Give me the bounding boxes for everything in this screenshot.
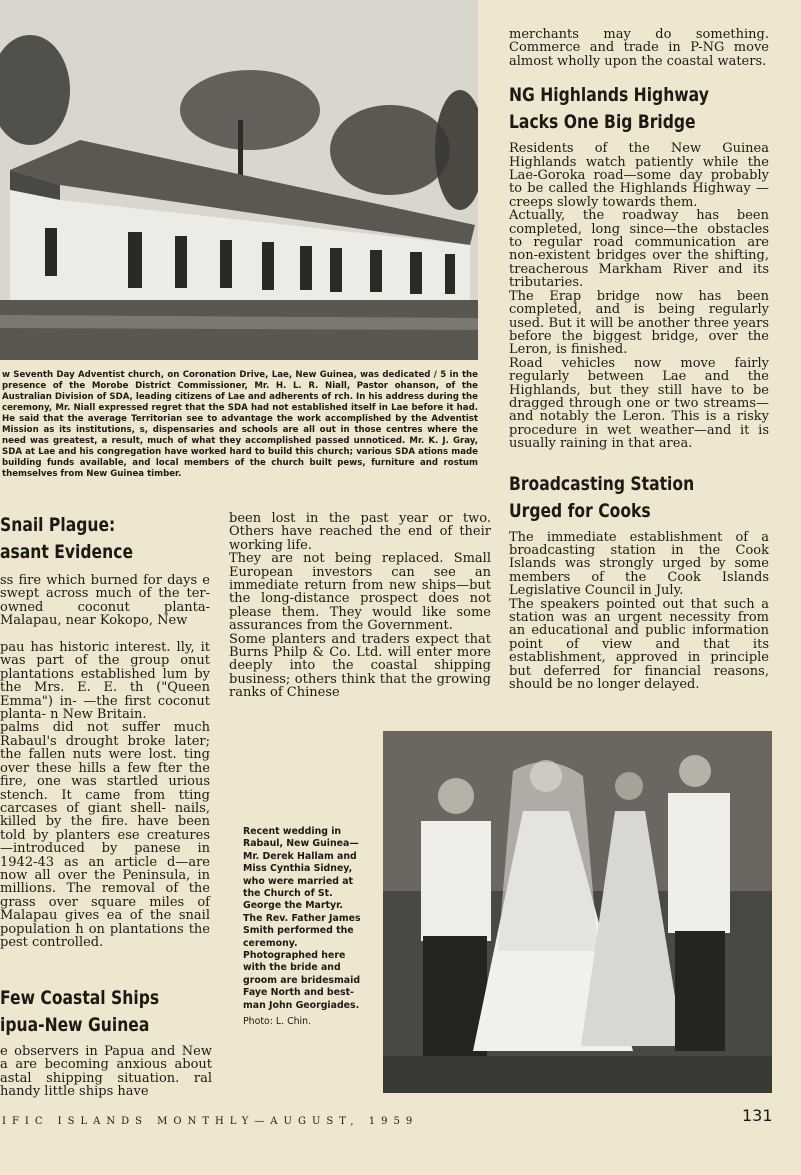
coastal-ships-headline-line-2: ipua-New Guinea [0, 1014, 150, 1036]
broadcasting-headline-line-2: Urged for Cooks [509, 499, 651, 522]
right-column-continuation: merchants may do something. Commerce and trade in P-NG move almost wholly upon the coastal waters. [509, 27, 769, 69]
coastal-ships-article [0, 985, 212, 1099]
wedding-photo [383, 731, 772, 1093]
snail-headline-line-1: Snail Plague: [0, 514, 116, 536]
church-illustration [0, 0, 478, 360]
highway-article [509, 82, 769, 450]
highway-body: Residents of the New Guinea Highlands watch patiently while the Lae-Goroka road—some day probably to be called the Highlands Highway — creeps slowly towards them. Actually, the roadway has been completed, long since—the obstacles to regular road communication are non-existent bridges over the shifting, treacherous Markham River and its tributaries. The Erap bridge now has been completed, and is being regularly used. But it will be another three years before the biggest bridge, over the Leron, is finished. Road vehicles now move fairly regularly between Lae and the Highlands, but they still have to be dragged through one or two streams—and notably the Leron. This is a risky procedure in wet weather—and it is usually raining in that area. [509, 141, 769, 452]
church-caption: w Seventh Day Adventist church, on Coronation Drive, Lae, New Guinea, was dedicated / 5 in the presence of the Morobe District Commissioner, Mr. H. L. R. Niall, Pastor ohanson, of the Australian Division of SDA, leading citizens of Lae and adherents of rch. In his address during the ceremony, Mr. Niall expressed regret that the SDA had not established itself in Lae before it had. He said that the average Territorian see to advantage the work accomplished by the Adventist Mission as its institutions, s, dispensaries and schools are all out in those centres where the need was greatest, a result, much of what they accomplished passed unnoticed. Mr. K. J. Gray, SDA at Lae and his congregation have worked hard to build this church; various SDA ations made building funds available, and local members of the church built pews, furniture and rostum themselves from New Guinea timber. [2, 370, 478, 479]
wedding-caption: Recent wedding in Rabaul, New Guinea—Mr. Derek Hallam and Miss Cynthia Sidney, who were married at the Church of St. George the Martyr. The Rev. Father James Smith performed the ceremony. Photographed here with the bride and groom are bridesmaid Faye North and best-man John Georgiades. [243, 826, 361, 1011]
highway-headline-line-1: NG Highlands Highway [509, 84, 709, 107]
middle-column-body: been lost in the past year or two. Others have reached the end of their working life. They are not being replaced. Small European investors can see an immediate return from new ships—but the long-distance prospect does not please them. They would like some assurances from the Government. Some planters and traders expect that Burns Philp & Co. Ltd. will enter more deeply into the coastal shipping business; others think that the growing ranks of Chinese [229, 511, 491, 701]
broadcasting-article [509, 471, 769, 692]
wedding-illustration [383, 731, 772, 1093]
coastal-ships-headline-line-1: Few Coastal Ships [0, 987, 160, 1009]
footer-title: IFIC ISLANDS MONTHLY—AUGUST, 1959 [2, 1116, 419, 1127]
snail-body: ss fire which burned for days e swept across much of the ter-owned coconut planta- Malapau, near Kokopo, New pau has historic interest. lly, it was part of the group onut plantations established lum by the Mrs. E. E. th ("Queen Emma") in- —the first coconut planta- n New Britain. palms did not suffer much Rabaul's drought broke later; the fallen nuts were lost. ting over these hills a few fter the fire, one was startled urious stench. It came from tting carcases of giant shell- nails, killed by the fire. have been told by planters ese creatures—introduced by panese in 1942-43 as an article d—are now all over the Peninsula, in millions. The removal of the grass over square miles of Malapau gives ea of the snail population h on plantations the pest controlled. [0, 573, 210, 950]
page-number: 131 [742, 1106, 773, 1125]
broadcasting-headline-line-1: Broadcasting Station [509, 472, 695, 495]
middle-column [229, 512, 491, 700]
right-column [509, 28, 769, 691]
snail-article [0, 512, 210, 949]
church-caption-block [2, 370, 478, 480]
wedding-photo-credit: Photo: L. Chin. [243, 1016, 312, 1028]
church-photo [0, 0, 478, 360]
snail-headline-line-2: asant Evidence [0, 541, 134, 563]
wedding-caption-block [243, 826, 365, 1029]
highway-headline-line-2: Lacks One Big Bridge [509, 111, 696, 134]
broadcasting-body: The immediate establishment of a broadcasting station in the Cook Islands was strongly urged by some members of the Cook Islands Legislative Council in July. The speakers pointed out that such a station was an urgent necessity from an educational and public information point of view and that its establishment, approved in principle but deferred for financial reasons, should be no longer delayed. [509, 529, 769, 693]
coastal-ships-body: e observers in Papua and New a are becoming anxious about astal shipping situation. ral handy little ships have [0, 1044, 212, 1100]
